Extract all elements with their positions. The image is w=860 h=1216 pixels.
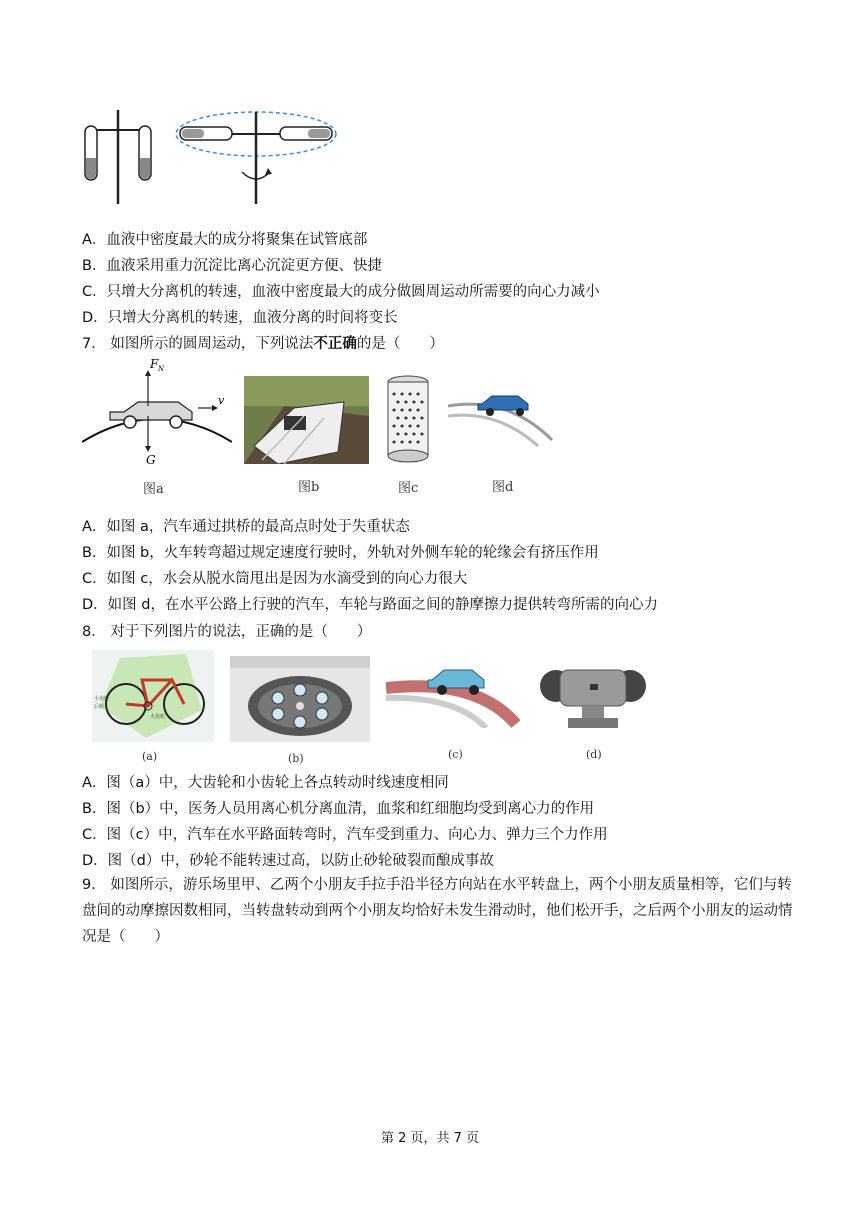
q7-caption-b: 图b <box>298 480 320 495</box>
q6-option-c: C．只增大分离机的转速，血液中密度最大的成分做圆周运动所需要的向心力减小 <box>82 284 600 300</box>
q7-stem-emphasis: 不正确 <box>313 336 357 352</box>
q7-option-c: C．如图 c，水会从脱水筒甩出是因为水滴受到的向心力很大 <box>82 571 468 587</box>
q7-fa-v-label: v <box>218 394 225 407</box>
centrifuge-figure <box>82 108 342 208</box>
q6-option-d: D．只增大分离机的转速，血液分离的时间将变长 <box>82 310 398 326</box>
q8-option-d: D．图（d）中，砂轮不能转速过高，以防止砂轮破裂而酿成事故 <box>82 853 494 869</box>
page-footer: 第 2 页，共 7 页 <box>380 1131 480 1146</box>
q7-option-a: A．如图 a，汽车通过拱桥的最高点时处于失重状态 <box>82 519 410 535</box>
q7-stem: 7． 如图所示的圆周运动，下列说法不正确的是（ ） <box>82 336 444 352</box>
q8-bike-label-big-gear: 大齿轮 <box>150 714 166 720</box>
q7-caption-a: 图a <box>143 482 164 497</box>
q8-caption-a: (a) <box>142 750 158 763</box>
q7-figure-a-car-bridge <box>82 356 232 466</box>
q6-option-b: B．血液采用重力沉淀比离心沉淀更方便、快捷 <box>82 258 382 274</box>
q8-figure-a-bicycle <box>92 650 214 742</box>
q7-fa-fn-sub: N <box>158 365 165 373</box>
q7-caption-d: 图d <box>492 480 514 495</box>
q8-figure-c-car-turning <box>386 658 522 728</box>
q7-fa-g-label: G <box>146 453 156 466</box>
q7-caption-c: 图c <box>398 481 419 496</box>
q7-figure-d-car-turning <box>448 386 558 450</box>
q8-stem: 8． 对于下列图片的说法，正确的是（ ） <box>82 624 372 640</box>
q8-figure-d-grinder <box>538 656 648 730</box>
q6-option-a: A．血液中密度最大的成分将聚集在试管底部 <box>82 232 368 248</box>
q8-figure-b-centrifuge <box>230 656 370 742</box>
q8-caption-b: (b) <box>288 752 304 765</box>
q8-caption-d: (d) <box>586 748 602 761</box>
q8-option-a: A．图（a）中，大齿轮和小齿轮上各点转动时线速度相同 <box>82 775 449 791</box>
q7-figure-c-spin-drum <box>384 374 432 466</box>
q7-fa-fn-label: F <box>150 357 159 371</box>
q8-option-c: C．图（c）中，汽车在水平路面转弯时，汽车受到重力、向心力、弹力三个力作用 <box>82 827 608 843</box>
q8-option-b: B．图（b）中，医务人员用离心机分离血清，血浆和红细胞均受到离心力的作用 <box>82 801 595 817</box>
q8-bike-label-rear-wheel: 后轮 <box>94 704 105 710</box>
q7-figure-b-train <box>244 376 369 464</box>
q8-caption-c: (c) <box>448 748 463 761</box>
q9-stem: 9． 如图所示，游乐场里甲、乙两个小朋友手拉手沿半径方向站在水平转盘上，两个小朋友质量相等，它们与转盘间的动摩擦因数相同，当转盘转动到两个小朋友均恰好未发生滑动时，他们松开手，之后两个小朋友的运动情况是（ ） <box>82 877 793 945</box>
q7-option-b: B．如图 b，火车转弯超过规定速度行驶时，外轨对外侧车轮的轮缘会有挤压作用 <box>82 545 599 561</box>
q7-option-d: D．如图 d，在水平公路上行驶的汽车，车轮与路面之间的静摩擦力提供转弯所需的向心力 <box>82 597 658 613</box>
q8-bike-label-small-gear: 小齿轮 <box>94 696 110 702</box>
